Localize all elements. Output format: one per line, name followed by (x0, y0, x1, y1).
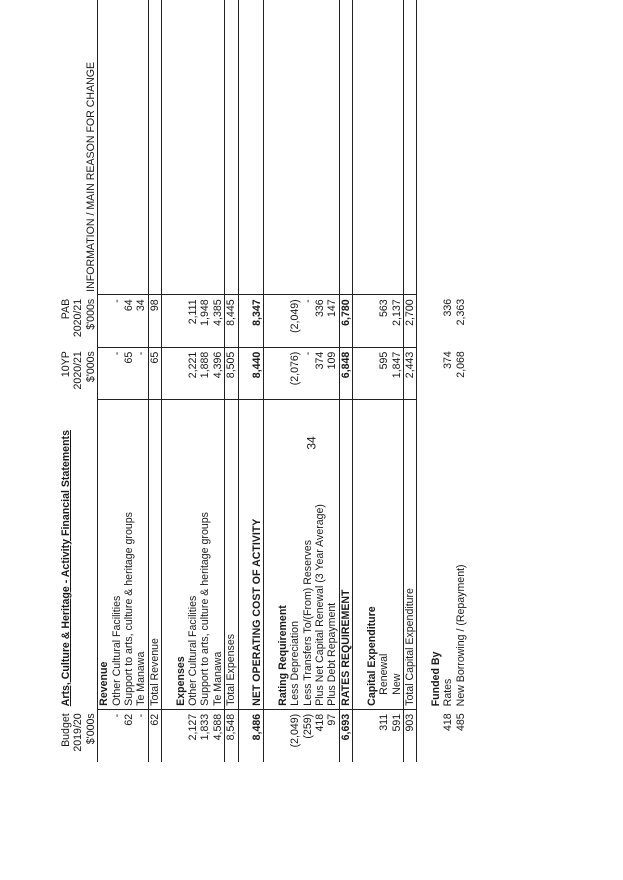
rates-requirement-row: 6,693 RATES REQUIREMENT 6,848 6,780 (339, 0, 352, 762)
net-operating-cost-row: 8,486 NET OPERATING COST OF ACTIVITY 8,440 8,347 (251, 0, 264, 762)
title-row (60, 0, 72, 762)
capex-heading: Capital Expenditure (366, 400, 378, 710)
total-expenses-row: 8,548 Total Expenses 8,505 8,445 (225, 0, 238, 762)
header-budget-line3: $'000s (85, 709, 98, 762)
table-row: 1,833 Support to arts, culture & heritage groups 1,888 1,948 (199, 0, 211, 762)
rating-heading-row (277, 0, 289, 762)
header-pab-line1: PAB (60, 298, 72, 320)
header-ltp-line2: 2020/21 (72, 351, 85, 390)
header-budget-line1: Budget (60, 713, 72, 747)
table-row: 97 Plus Debt Repayment 109 147 (326, 0, 339, 762)
header-reason: INFORMATION / MAIN REASON FOR CHANGE (85, 0, 98, 295)
table-row: (2,049) Less Depreciation (2,076) (2,049) (289, 0, 301, 762)
table-row: 418 Plus Net Capital Renewal (3 Year Average) 374 336 (314, 0, 326, 762)
funded-heading: Funded By (429, 651, 442, 707)
expenses-heading-row (175, 0, 187, 762)
revenue-heading-row (98, 0, 111, 762)
page-number-text: 34 (304, 436, 319, 450)
revenue-heading: Revenue (98, 400, 111, 710)
total-revenue-row: 62 Total Revenue 65 98 (148, 0, 161, 762)
header-ltp-line3: $'000s (85, 347, 98, 399)
header-pab-line2: 2020/21 (72, 298, 85, 338)
table-row: 2,127 Other Cultural Facilities 2,221 2,111 (187, 0, 199, 762)
table-row: 591 New 1,847 2,137 (391, 0, 404, 762)
statement-title: Arts, Culture & Heritage - Activity Financial Statements (60, 430, 72, 707)
table-row: - Te Manawa - 34 (135, 0, 148, 762)
total-capex-row: 903 Total Capital Expenditure 2,443 2,700 (403, 0, 416, 762)
header-budget-line2: 2019/20 (72, 713, 85, 752)
table-row: 62 Support to arts, culture & heritage groups 65 64 (123, 0, 135, 762)
financial-statement-table (60, 0, 467, 762)
table-row: 4,588 Te Manawa 4,396 4,385 (212, 0, 225, 762)
table-row: 485 New Borrowing / (Repayment) 2,068 2,363 (454, 298, 467, 732)
page-number (0, 436, 623, 450)
header-row-2 (72, 0, 84, 762)
table-row: - Other Cultural Facilities - - (111, 0, 123, 762)
table-row: (259) Less Transfers To/(From) Reserves - - (302, 0, 314, 762)
rating-heading: Rating Requirement (277, 400, 289, 710)
capex-heading-row (366, 0, 378, 762)
funded-heading-row (430, 0, 442, 762)
table-row: 311 Renewal 595 563 (378, 0, 390, 762)
expenses-heading: Expenses (175, 400, 187, 710)
header-row-3 (85, 0, 98, 762)
header-pab-line3: $'000s (85, 295, 98, 347)
table-row: 418 Rates 374 336 (442, 298, 455, 732)
header-ltp-line1: 10YP (60, 351, 72, 378)
